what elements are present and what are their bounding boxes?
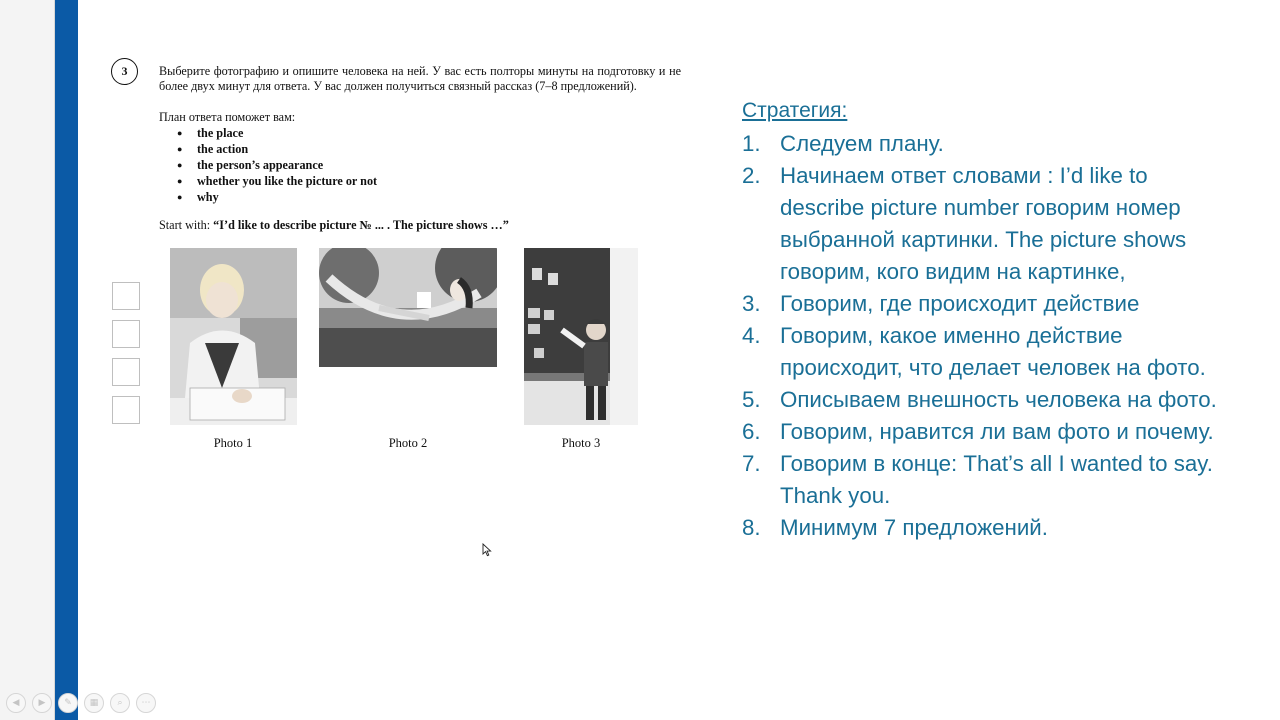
girl-drawing-photo xyxy=(170,248,297,425)
woman-in-hammock-photo xyxy=(319,248,497,367)
strategy-item-text: Начинаем ответ словами : I’d like to describe picture number говорим номер выбранной картинки. The picture shows говорим, кого видим на картинке, xyxy=(780,163,1187,284)
next-slide-icon[interactable]: ▶ xyxy=(32,693,52,713)
strategy-item-number: 1. xyxy=(742,131,761,156)
plan-item: ● the action xyxy=(177,141,377,157)
photo-label-2: Photo 2 xyxy=(388,436,428,450)
plan-item: ● the place xyxy=(177,125,377,141)
plan-intro: План ответа поможет вам: xyxy=(159,110,296,124)
strategy-item-number: 2. xyxy=(742,163,761,188)
strategy-item xyxy=(742,512,1222,544)
photo-label-1: Photo 1 xyxy=(213,436,253,450)
strategy-panel xyxy=(742,96,1222,544)
answer-checkbox-3[interactable] xyxy=(112,358,140,386)
mouse-cursor-icon xyxy=(482,543,492,557)
strategy-item xyxy=(742,288,1222,320)
zoom-icon[interactable]: ⌕ xyxy=(110,693,130,713)
task-instruction: Выберите фотографию и опишите человека на ней. У вас есть полторы минуты на подготовку и не более двух минут для ответа. У вас должен получиться связный рассказ (7–8 предложений). xyxy=(159,64,681,93)
strategy-item-text: Следуем плану. xyxy=(780,131,944,156)
slideshow-toolbar xyxy=(6,693,156,715)
photo-label-3: Photo 3 xyxy=(561,436,601,450)
strategy-list xyxy=(742,128,1222,544)
strategy-item-number: 7. xyxy=(742,451,761,476)
strategy-item-number: 3. xyxy=(742,291,761,316)
answer-checkbox-1[interactable] xyxy=(112,282,140,310)
start-quote: “I’d like to describe picture № ... . The picture shows …” xyxy=(213,218,509,232)
strategy-item xyxy=(742,160,1222,288)
strategy-item-text: Говорим, нравится ли вам фото и почему. xyxy=(780,419,1214,444)
plan-item: ● why xyxy=(177,189,377,205)
plan-item: ● the person’s appearance xyxy=(177,157,377,173)
boy-at-blackboard-photo xyxy=(524,248,638,425)
task-number: 3 xyxy=(111,58,138,85)
slide-sorter-icon[interactable]: ▦ xyxy=(84,693,104,713)
strategy-title: Стратегия: xyxy=(742,99,848,122)
strategy-item xyxy=(742,320,1222,384)
strategy-item-text: Говорим, где происходит действие xyxy=(780,291,1140,316)
start-phrase xyxy=(159,218,509,233)
strategy-item-number: 8. xyxy=(742,515,761,540)
plan-list xyxy=(177,125,377,205)
strategy-item-text: Минимум 7 предложений. xyxy=(780,515,1048,540)
pen-icon[interactable]: ✎ xyxy=(58,693,78,713)
more-options-icon[interactable]: ⋯ xyxy=(136,693,156,713)
strategy-item xyxy=(742,384,1222,416)
previous-slide-icon[interactable]: ◀ xyxy=(6,693,26,713)
answer-checkbox-4[interactable] xyxy=(112,396,140,424)
strategy-item-number: 5. xyxy=(742,387,761,412)
strategy-item-text: Говорим в конце: That’s all I wanted to say. Thank you. xyxy=(780,451,1213,508)
plan-item: ● whether you like the picture or not xyxy=(177,173,377,189)
strategy-item xyxy=(742,128,1222,160)
strategy-item-text: Говорим, какое именно действие происходит, что делает человек на фото. xyxy=(780,323,1206,380)
start-prefix: Start with: xyxy=(159,218,214,232)
strategy-item-number: 4. xyxy=(742,323,761,348)
strategy-item xyxy=(742,448,1222,512)
answer-checkbox-2[interactable] xyxy=(112,320,140,348)
strategy-item-text: Описываем внешность человека на фото. xyxy=(780,387,1217,412)
strategy-item-number: 6. xyxy=(742,419,761,444)
strategy-item xyxy=(742,416,1222,448)
